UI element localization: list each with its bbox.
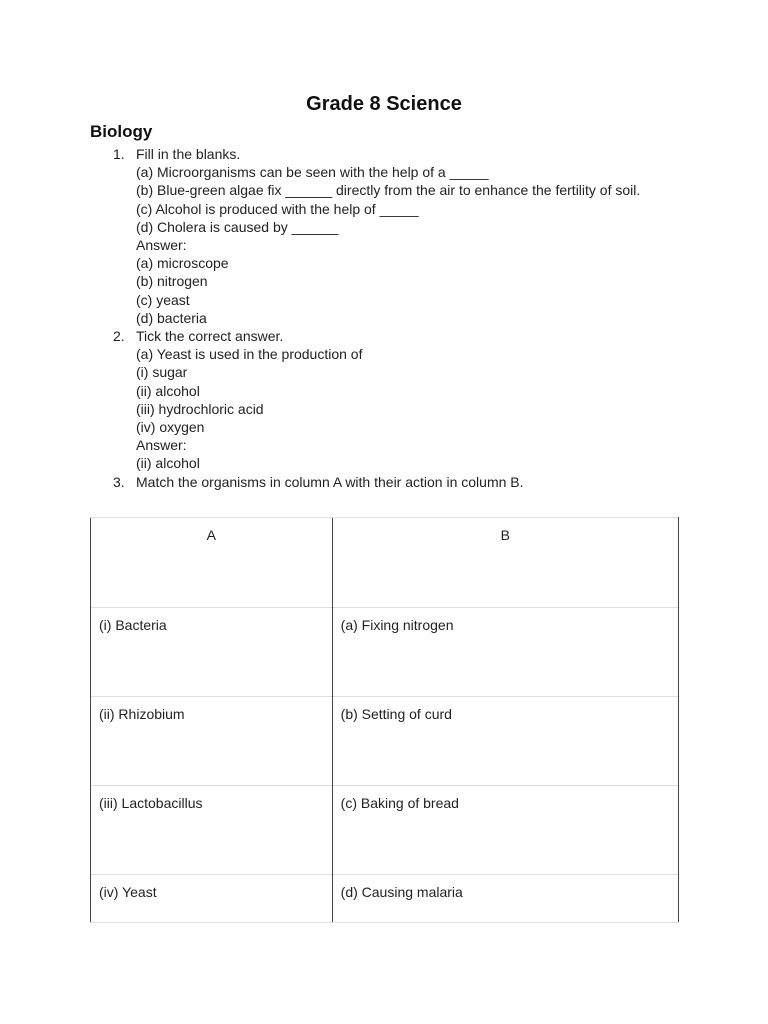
option-line: (ii) alcohol	[136, 382, 200, 399]
question-number: 2.	[113, 328, 125, 345]
question-line: (a) Microorganisms can be seen with the help of a _____	[136, 164, 489, 181]
question-number: 3.	[113, 473, 125, 490]
table-row	[91, 697, 679, 786]
question-prompt: Match the organisms in column A with their action in column B.	[136, 473, 524, 490]
page-title: Grade 8 Science	[306, 93, 462, 115]
answer-label: Answer:	[136, 437, 187, 454]
table-row	[91, 786, 679, 875]
option-line: (iii) hydrochloric acid	[136, 400, 264, 417]
action-cell: (d) Causing malaria	[332, 875, 678, 923]
question-3	[0, 473, 768, 491]
question-2	[0, 327, 768, 473]
match-table	[90, 517, 679, 923]
question-line: (b) Blue-green algae fix ______ directly from the air to enhance the fertility of soil.	[136, 182, 641, 199]
question-number: 1.	[113, 146, 125, 162]
answer-line: (c) yeast	[136, 291, 190, 308]
action-cell: (a) Fixing nitrogen	[332, 608, 678, 697]
answer-line: (ii) alcohol	[136, 455, 200, 472]
organism-cell: (iii) Lactobacillus	[91, 786, 333, 875]
option-line: (iv) oxygen	[136, 419, 205, 436]
column-b-header: B	[332, 518, 678, 608]
answer-line: (d) bacteria	[136, 309, 207, 326]
question-list	[0, 145, 768, 491]
organism-cell: (i) Bacteria	[91, 608, 333, 697]
question-line: (d) Cholera is caused by ______	[136, 218, 339, 235]
action-cell: (c) Baking of bread	[332, 786, 678, 875]
table-row	[91, 608, 679, 697]
question-line: (c) Alcohol is produced with the help of _____	[136, 200, 419, 217]
question-line: (a) Yeast is used in the production of	[136, 346, 363, 363]
table-header-row	[91, 518, 679, 608]
action-cell: (b) Setting of curd	[332, 697, 678, 786]
column-a-header: A	[91, 518, 333, 608]
table-row	[91, 875, 679, 923]
organism-cell: (ii) Rhizobium	[91, 697, 333, 786]
question-prompt: Fill in the blanks.	[136, 146, 241, 162]
answer-line: (a) microscope	[136, 255, 229, 272]
answer-label: Answer:	[136, 237, 187, 254]
question-1	[0, 145, 768, 327]
organism-cell: (iv) Yeast	[91, 875, 333, 923]
section-heading-biology: Biology	[90, 122, 153, 141]
question-prompt: Tick the correct answer.	[136, 328, 284, 345]
answer-line: (b) nitrogen	[136, 273, 208, 290]
option-line: (i) sugar	[136, 364, 188, 381]
